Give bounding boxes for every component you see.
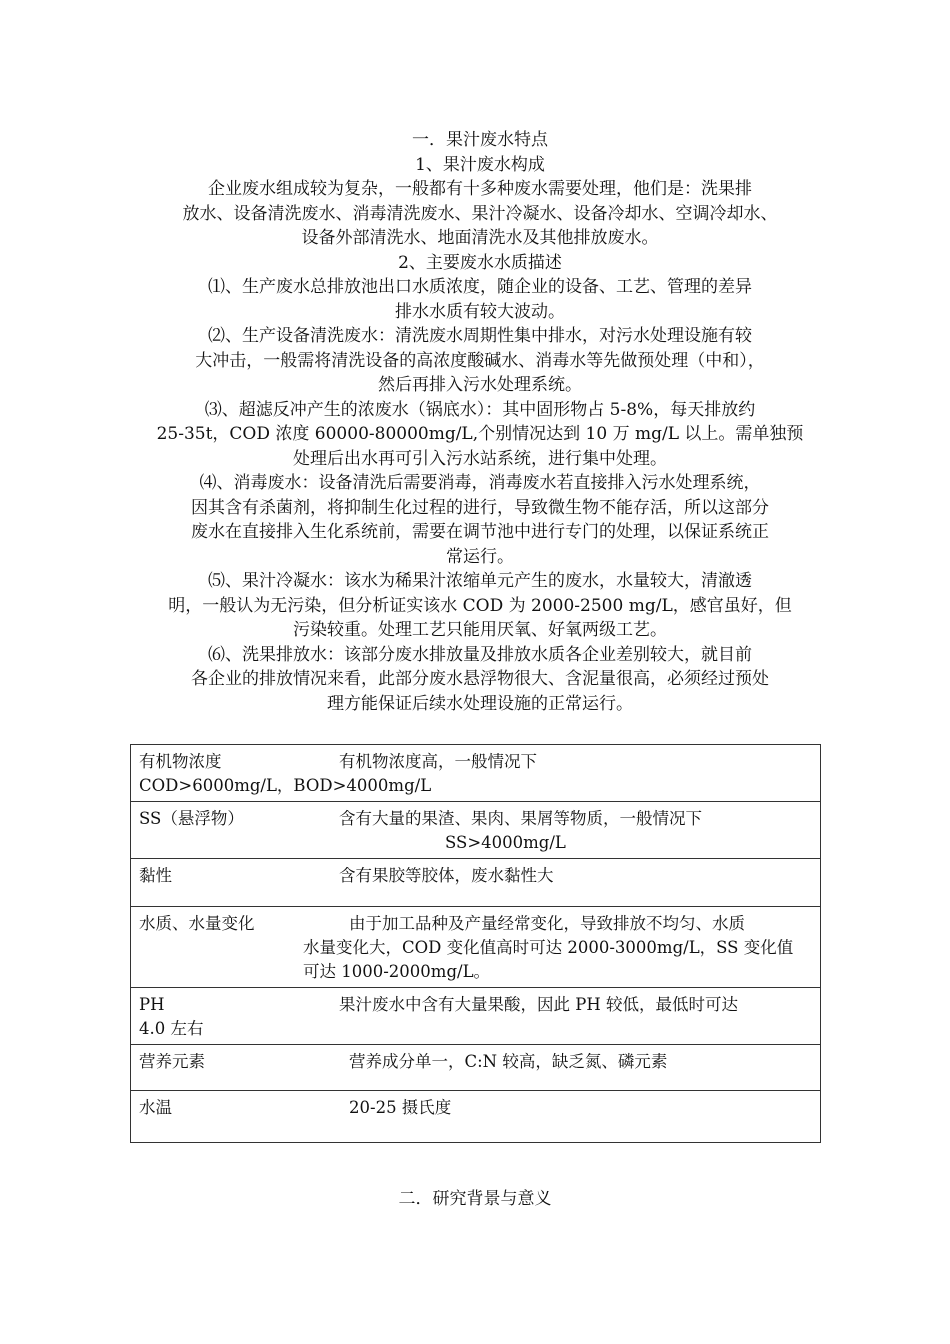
section1-title: 一．果汁废水特点 bbox=[412, 130, 548, 150]
item-5-line: 污染较重。处理工艺只能用厌氧、好氧两级工艺。 bbox=[293, 620, 667, 640]
item-4-line: 因其含有杀菌剂，将抑制生化过程的进行，导致微生物不能存活，所以这部分 bbox=[191, 497, 769, 518]
row-label: 黏性 bbox=[139, 866, 172, 885]
row-value: 营养成分单一，C:N 较高，缺乏氮、磷元素 bbox=[349, 1052, 668, 1071]
section1-body bbox=[148, 128, 812, 716]
row-value: 由于加工品种及产量经常变化，导致排放不均匀、水质 bbox=[349, 914, 745, 933]
table-cell bbox=[131, 802, 821, 859]
row-label: SS（悬浮物） bbox=[139, 809, 244, 828]
table-row bbox=[131, 745, 821, 802]
row-value-cont: 水量变化大，COD 变化值高时可达 2000-3000mg/L，SS 变化值 bbox=[303, 938, 794, 957]
table-row bbox=[131, 859, 821, 907]
row-label: PH bbox=[139, 995, 165, 1014]
item-2-line: 然后再排入污水处理系统。 bbox=[378, 375, 582, 395]
wastewater-characteristics-table bbox=[130, 744, 821, 1143]
table-cell bbox=[131, 1091, 821, 1143]
item-2-line: 大冲击，一般需将清洗设备的高浓度酸碱水、消毒水等先做预处理（中和）， bbox=[195, 350, 765, 371]
item-1-line: ⑴、生产废水总排放池出口水质浓度，随企业的设备、工艺、管理的差异 bbox=[208, 277, 752, 297]
row-value: 果汁废水中含有大量果酸，因此 PH 较低，最低时可达 bbox=[339, 995, 738, 1014]
table-cell bbox=[131, 1045, 821, 1091]
row-value: 20-25 摄氏度 bbox=[349, 1098, 452, 1117]
row-value: 含有果胶等胶体，废水黏性大 bbox=[339, 866, 554, 885]
table-row bbox=[131, 1091, 821, 1143]
item-3-line: ⑶、超滤反冲产生的浓废水（锅底水）：其中固形物占 5-8%，每天排放约 bbox=[204, 399, 756, 420]
row-label: 水温 bbox=[139, 1098, 172, 1117]
item-6-line: ⑹、洗果排放水：该部分废水排放量及排放水质各企业差别较大，就目前 bbox=[208, 644, 752, 665]
item-5-line: ⑸、果汁冷凝水：该水为稀果汁浓缩单元产生的废水，水量较大，清澈透 bbox=[208, 571, 752, 591]
item-2-line: ⑵、生产设备清洗废水：清洗废水周期性集中排水，对污水处理设施有较 bbox=[208, 326, 752, 346]
paragraph-line: 放水、设备清洗废水、消毒清洗废水、果汁冷凝水、设备冷却水、空调冷却水、 bbox=[182, 203, 778, 224]
table-cell bbox=[131, 859, 821, 907]
table-cell bbox=[131, 907, 821, 988]
row-value: 含有大量的果渣、果肉、果屑等物质，一般情况下 bbox=[339, 809, 702, 828]
section2-title: 二．研究背景与意义 bbox=[398, 1189, 552, 1209]
row-value-cont: SS>4000mg/L bbox=[445, 833, 566, 852]
row-label: 有机物浓度 bbox=[139, 752, 222, 771]
table-row bbox=[131, 802, 821, 859]
table-row bbox=[131, 907, 821, 988]
row-value-cont: 可达 1000-2000mg/L。 bbox=[303, 962, 491, 981]
item-4-line: 废水在直接排入生化系统前，需要在调节池中进行专门的处理，以保证系统正 bbox=[191, 522, 769, 542]
item-5-line: 明，一般认为无污染，但分析证实该水 COD 为 2000-2500 mg/L，感官虽好，但 bbox=[168, 595, 792, 616]
table-cell bbox=[131, 745, 821, 802]
paragraph-line: 企业废水组成较为复杂，一般都有十多种废水需要处理，他们是：洗果排 bbox=[208, 179, 752, 199]
table-cell bbox=[131, 988, 821, 1045]
table-row bbox=[131, 988, 821, 1045]
row-label: 营养元素 bbox=[139, 1052, 205, 1071]
item-3-line: 25-35t，COD 浓度 60000-80000mg/L,个别情况达到 10 万 mg/L 以上。需单独预 bbox=[156, 424, 804, 444]
item-4-line: 常运行。 bbox=[446, 546, 514, 567]
subheading-2: 2、主要废水水质描述 bbox=[398, 252, 562, 273]
row-value-cont: 4.0 左右 bbox=[139, 1019, 204, 1038]
item-6-line: 理方能保证后续水处理设施的正常运行。 bbox=[327, 693, 633, 714]
item-1-line: 排水水质有较大波动。 bbox=[395, 301, 565, 322]
table-row bbox=[131, 1045, 821, 1091]
paragraph-line: 设备外部清洗水、地面清洗水及其他排放废水。 bbox=[301, 228, 659, 248]
row-label: 水质、水量变化 bbox=[139, 914, 255, 933]
item-3-line: 处理后出水再可引入污水站系统，进行集中处理。 bbox=[293, 448, 667, 469]
item-4-line: ⑷、消毒废水：设备清洗后需要消毒，消毒废水若直接排入污水处理系统， bbox=[199, 473, 761, 493]
row-value: 有机物浓度高，一般情况下 bbox=[339, 752, 537, 771]
item-6-line: 各企业的排放情况来看，此部分废水悬浮物很大、含泥量很高，必须经过预处 bbox=[191, 669, 769, 689]
row-value-cont: COD>6000mg/L，BOD>4000mg/L bbox=[139, 776, 432, 795]
subheading-1: 1、果汁废水构成 bbox=[415, 154, 545, 175]
